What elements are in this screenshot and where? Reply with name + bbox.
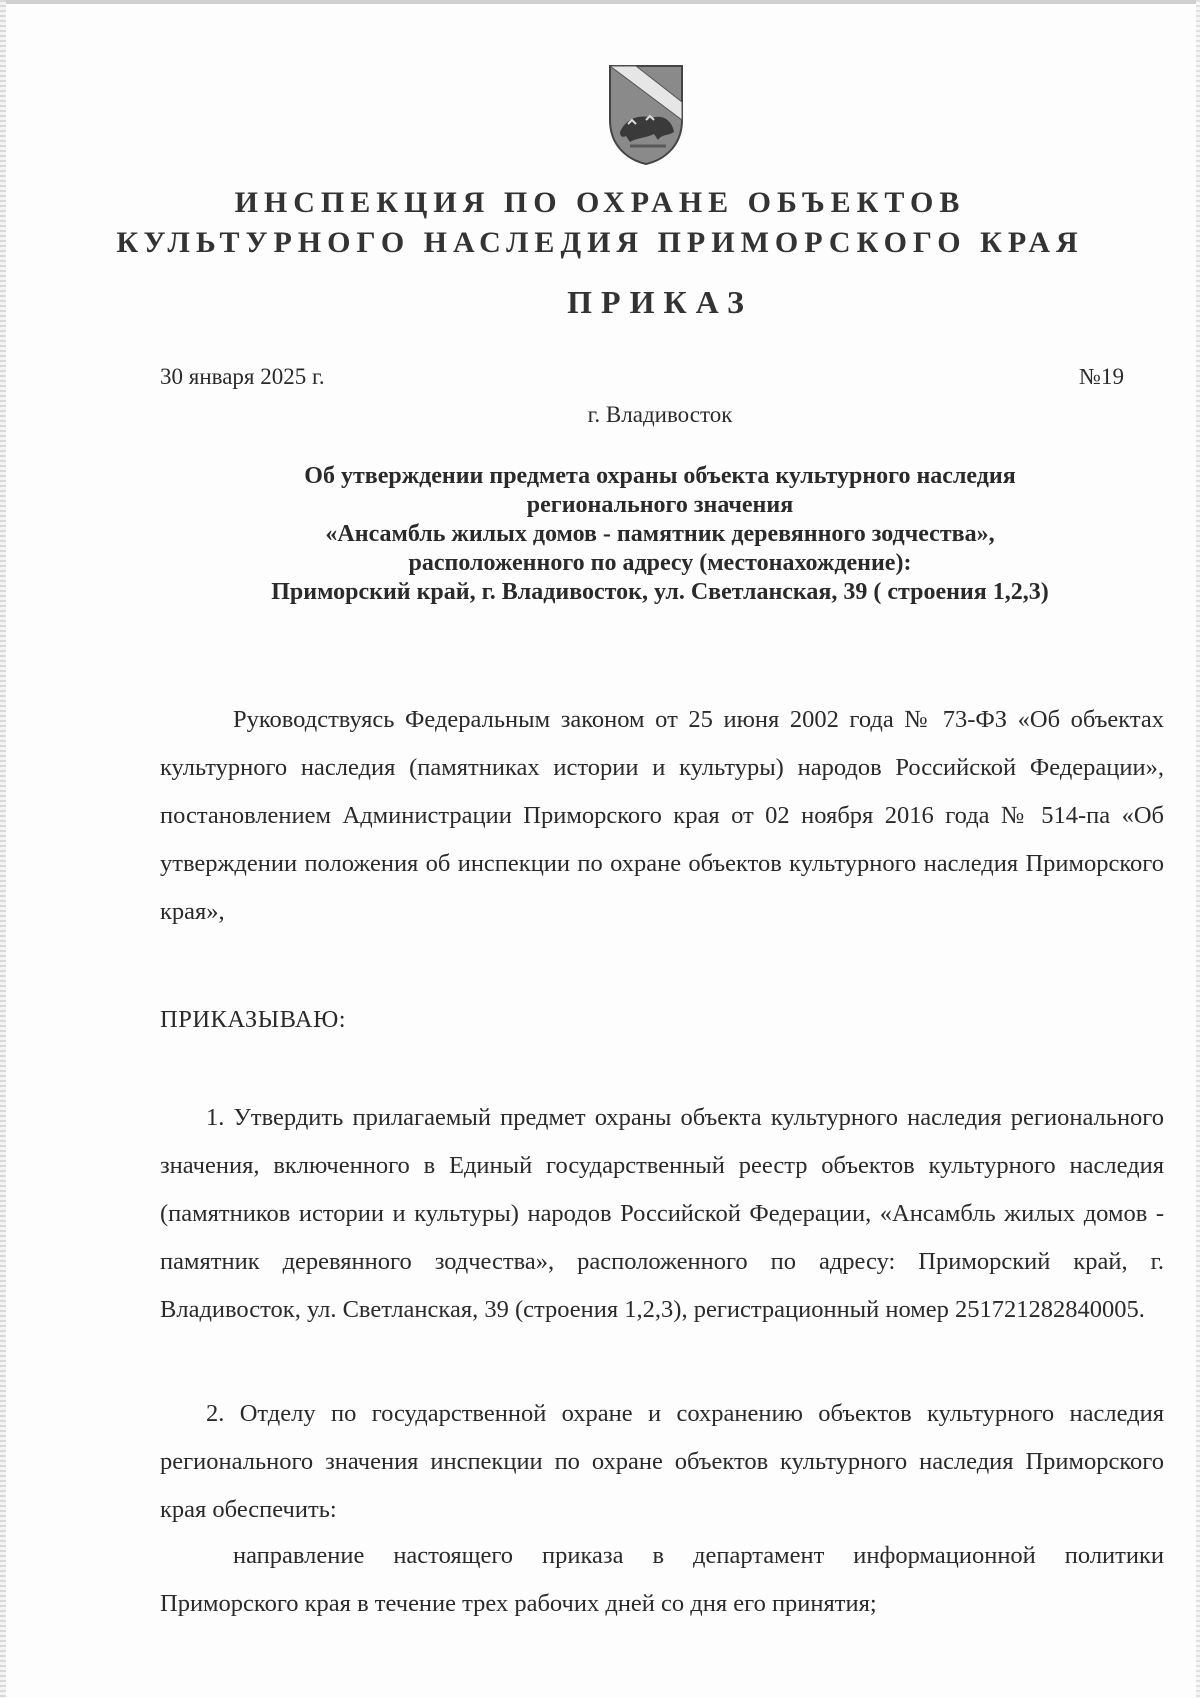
primorsky-krai-coat-of-arms-icon xyxy=(606,62,686,166)
title-line: Приморский край, г. Владивосток, ул. Светланская, 39 ( строения 1,2,3) xyxy=(271,579,1049,605)
order-directive-word: ПРИКАЗЫВАЮ: xyxy=(160,1006,347,1033)
order-city: г. Владивосток xyxy=(587,402,733,427)
order-title xyxy=(150,462,1170,607)
org-name-line-1: ИНСПЕКЦИЯ ПО ОХРАНЕ ОБЪЕКТОВ xyxy=(234,186,966,219)
order-item-1: 1. Утвердить прилагаемый предмет охраны объекта культурного наследия регионального значения, включенного в Единый государственный реестр объектов культурного наследия (памятников истории и культуры) народов Российской Федерации, «Ансамбль жилых домов - памятник деревянного зодчества», расположенного по адресу: Приморский край, г. Владивосток, ул. Светланская, 39 (строения 1,2,3), регистрационный номер 251721282840005. xyxy=(160,1104,1164,1323)
order-date: 30 января 2025 г. xyxy=(160,364,325,389)
title-line: «Ансамбль жилых домов - памятник деревянного зодчества», xyxy=(325,521,995,547)
title-line: Об утверждении предмета охраны объекта культурного наследия xyxy=(304,463,1016,489)
title-line: регионального значения xyxy=(526,492,794,518)
order-item-2-subpoint: направление настоящего приказа в департамент информационной политики Приморского края в течение трех рабочих дней со дня его принятия; xyxy=(160,1542,1164,1617)
org-name-line-2: КУЛЬТУРНОГО НАСЛЕДИЯ ПРИМОРСКОГО КРАЯ xyxy=(116,226,1084,259)
order-item-2: 2. Отделу по государственной охране и сохранению объектов культурного наследия регионального значения инспекции по охране объектов культурного наследия Приморского края обеспечить: xyxy=(160,1400,1164,1523)
document-type: ПРИКАЗ xyxy=(567,284,753,320)
scan-edge-top xyxy=(0,0,1200,4)
title-line: расположенного по адресу (местонахождение): xyxy=(408,550,912,576)
preamble-paragraph: Руководствуясь Федеральным законом от 25 июня 2002 года № 73-ФЗ «Об объектах культурного наследия (памятниках истории и культуры) народов Российской Федерации», постановлением Администрации Приморского края от 02 ноября 2016 года № 514-па «Об утверждении положения об инспекции по охране объектов культурного наследия Приморского края», xyxy=(160,706,1164,925)
order-number: №19 xyxy=(1079,364,1124,389)
